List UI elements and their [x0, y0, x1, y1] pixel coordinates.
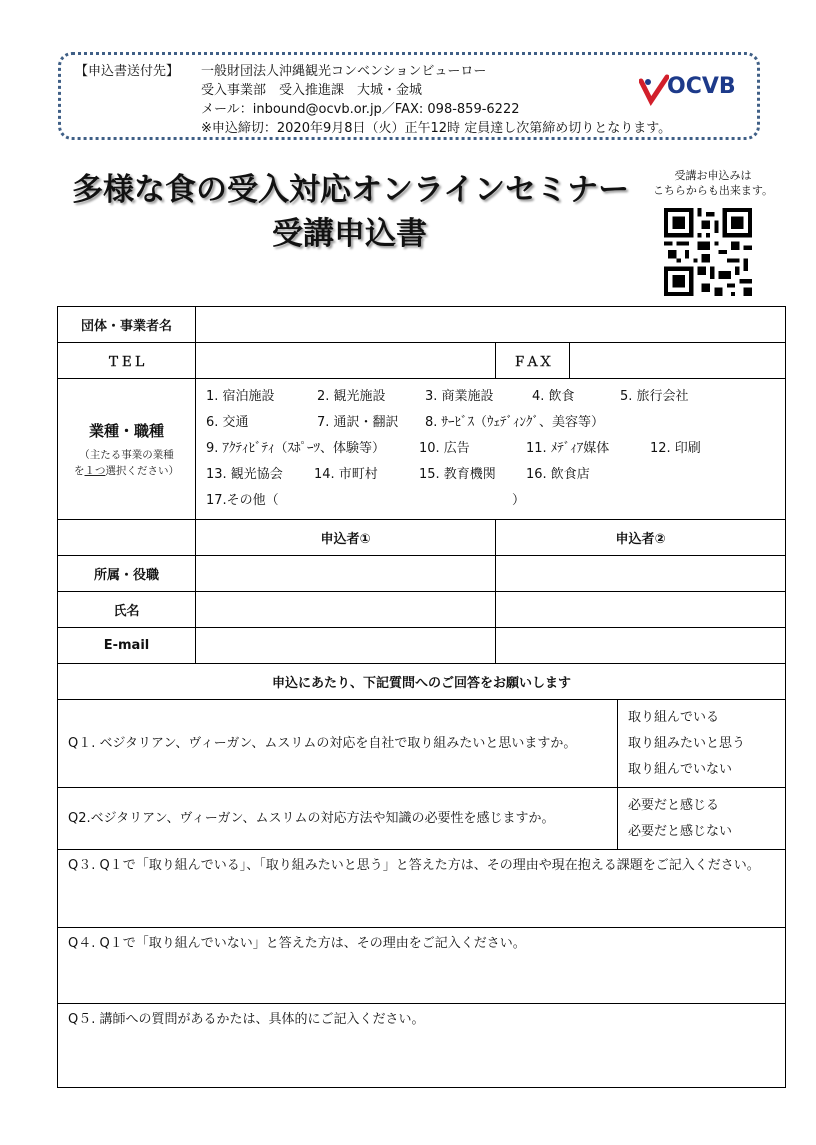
q3-text[interactable]: Q３. Q１で「取り組んでいる」、「取り組みたいと思う」と答えた方は、その理由や現在抱える課題をご記入ください。 — [58, 850, 786, 928]
q2-option[interactable]: 必要だと感じない — [628, 823, 733, 839]
industry-option[interactable]: 5. 旅行会社 — [620, 389, 689, 404]
tel-input[interactable] — [196, 343, 496, 379]
q1-text: Q１. ベジタリアン、ヴィーガン、ムスリムの対応を自社で取り組みたいと思いますか。 — [58, 700, 618, 788]
industry-option[interactable]: 15. 教育機関 — [419, 467, 496, 482]
q3-row — [58, 850, 786, 928]
email-input-2[interactable] — [496, 628, 786, 664]
q2-option[interactable]: 必要だと感じる — [628, 797, 720, 813]
applicant2-header: 申込者② — [496, 520, 786, 556]
qr-code-icon[interactable] — [664, 208, 752, 296]
industry-option[interactable]: 7. 通訳・翻訳 — [317, 415, 399, 430]
affiliation-row — [58, 556, 786, 592]
qr-note-line1: 受講お申込みは — [674, 169, 752, 182]
questions-heading: 申込にあたり、下記質問へのご回答をお願いします — [58, 664, 786, 700]
q2-row — [58, 788, 786, 850]
destination-label: 【申込書送付先】 — [75, 64, 180, 79]
industry-option-other[interactable]: 17.その他（ — [206, 493, 279, 508]
applicant-header-row — [58, 520, 786, 556]
destination-info-box — [58, 52, 760, 140]
department-name: 受入事業部 受入推進課 大城・金城 — [201, 83, 423, 98]
name-input-1[interactable] — [196, 592, 496, 628]
q5-text[interactable]: Q５. 講師への質問があるかたは、具体的にご記入ください。 — [58, 1004, 786, 1088]
industry-option[interactable]: 13. 観光協会 — [206, 467, 283, 482]
industry-options — [196, 379, 786, 520]
affiliation-label: 所属・役職 — [58, 556, 196, 592]
email-input-1[interactable] — [196, 628, 496, 664]
email-label: E-mail — [58, 628, 196, 664]
applicant-header-blank — [58, 520, 196, 556]
industry-option[interactable]: 16. 飲食店 — [526, 467, 590, 482]
industry-option[interactable]: 3. 商業施設 — [425, 389, 494, 404]
org-input[interactable] — [196, 307, 786, 343]
q1-row — [58, 700, 786, 788]
affiliation-input-1[interactable] — [196, 556, 496, 592]
q4-text[interactable]: Q４. Q１で「取り組んでいない」と答えた方は、その理由をご記入ください。 — [58, 928, 786, 1004]
organization-name: 一般財団法人沖縄観光コンベンションビューロー — [201, 64, 487, 79]
org-label: 団体・事業者名 — [58, 307, 196, 343]
qr-note-line2: こちらからも出来ます。 — [652, 184, 774, 197]
industry-option[interactable]: 6. 交通 — [206, 415, 249, 430]
name-row — [58, 592, 786, 628]
email-row — [58, 628, 786, 664]
application-form — [57, 306, 786, 1088]
applicant1-header: 申込者① — [196, 520, 496, 556]
q1-option[interactable]: 取り組みたいと思う — [628, 735, 746, 751]
form-title: 受講申込書 — [272, 216, 427, 252]
ocvb-logo — [639, 73, 739, 107]
industry-note: （主たる事業の業種 を１つ選択ください） — [74, 448, 179, 477]
qr-note — [648, 168, 778, 198]
tel-label: ＴＥＬ — [58, 343, 196, 379]
industry-option[interactable]: 14. 市町村 — [314, 467, 378, 482]
name-label: 氏名 — [58, 592, 196, 628]
org-row — [58, 307, 786, 343]
contact-info: メール：inbound@ocvb.or.jp／FAX: 098-859-6222 — [201, 102, 520, 117]
name-input-2[interactable] — [496, 592, 786, 628]
tel-fax-row — [58, 343, 786, 379]
industry-option[interactable]: 8. ｻｰﾋﾞｽ（ｳｪﾃﾞｨﾝｸﾞ、美容等） — [425, 415, 605, 430]
fax-input[interactable] — [570, 343, 786, 379]
q1-options — [618, 700, 786, 788]
logo-text: OCVB — [667, 74, 736, 99]
questions-heading-row — [58, 664, 786, 700]
industry-option[interactable]: 10. 広告 — [419, 441, 470, 456]
q1-option[interactable]: 取り組んでいる — [628, 709, 720, 725]
industry-option[interactable]: 12. 印刷 — [650, 441, 701, 456]
q2-options — [618, 788, 786, 850]
seminar-title: 多様な食の受入対応オンラインセミナー — [72, 172, 630, 208]
q5-row — [58, 1004, 786, 1088]
q2-text: Q2.ベジタリアン、ヴィーガン、ムスリムの対応方法や知識の必要性を感じますか。 — [58, 788, 618, 850]
industry-option[interactable]: 2. 観光施設 — [317, 389, 386, 404]
industry-other-close: ） — [512, 493, 526, 508]
affiliation-input-2[interactable] — [496, 556, 786, 592]
industry-option[interactable]: 1. 宿泊施設 — [206, 389, 275, 404]
deadline-notice: ※申込締切：2020年9月8日（火）正午12時 定員達し次第締め切りとなります。 — [201, 121, 672, 136]
industry-label: 業種・職種 — [88, 421, 164, 440]
q4-row — [58, 928, 786, 1004]
industry-option[interactable]: 9. ｱｸﾃｨﾋﾞﾃｨ（ｽﾎﾟｰﾂ、体験等） — [206, 441, 386, 456]
industry-row — [58, 379, 786, 520]
industry-option[interactable]: 11. ﾒﾃﾞｨｱ媒体 — [526, 441, 610, 456]
industry-option[interactable]: 4. 飲食 — [532, 389, 575, 404]
industry-label-cell — [58, 379, 196, 520]
fax-label: ＦＡＸ — [496, 343, 570, 379]
q1-option[interactable]: 取り組んでいない — [628, 761, 733, 777]
ocvb-logo-mark-icon — [639, 73, 669, 107]
